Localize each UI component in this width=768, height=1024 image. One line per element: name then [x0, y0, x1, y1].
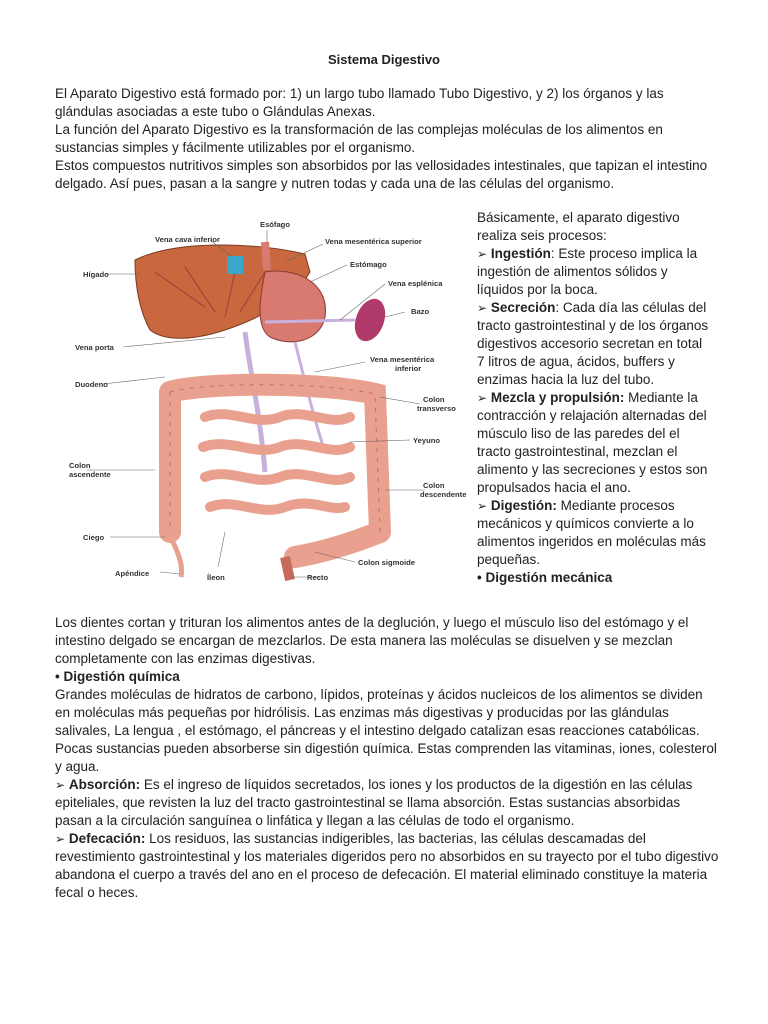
label-estomago: Estómago: [350, 260, 387, 269]
label-recto: Recto: [307, 573, 329, 582]
process-name: Ingestión: [490, 246, 551, 261]
label-vena-mes-sup: Vena mesentérica superior: [325, 237, 422, 246]
process-name: Secreción: [490, 300, 556, 315]
absorption-item: [55, 776, 720, 830]
process-text: : Cada día las células del tracto gastrointestinal y de los órganos digestivos accesorio secretan en total 7 litros de agua, ácidos, buffers y enzimas hacia la luz del tubo.: [477, 300, 709, 387]
process-item: [477, 245, 709, 299]
arrow-bullet-icon: ➢: [55, 832, 66, 846]
processes-column: [477, 209, 709, 587]
label-colon-desc-1: Colon: [423, 481, 445, 490]
label-colon-trans-1: Colon: [423, 395, 445, 404]
label-vena-esplenica: Vena esplénica: [388, 279, 443, 288]
intro-paragraph: El Aparato Digestivo está formado por: 1) un largo tubo llamado Tubo Digestivo, y 2) los órganos y las glándulas asociadas a este tubo o Glándulas Anexas.: [55, 86, 664, 119]
label-duodeno: Duodeno: [75, 380, 108, 389]
absorption-text: Es el ingreso de líquidos secretados, los iones y los productos de la digestión en las células epiteliales, que revisten la luz del tracto gastrointestinal se llama absorción. Estas sustancias absorbidas pasan a la circulación sanguínea o linfática y llegan a las células de todo el organismo.: [55, 777, 693, 828]
chemical-heading: • Digestión química: [55, 669, 180, 684]
label-colon-asc-1: Colon: [69, 461, 91, 470]
process-text: Mediante la contracción y relajación alternadas del músculo liso de las paredes del el tracto gastrointestinal, mezclan el alimento y las secreciones y estos son propulsados hacia el ano.: [477, 390, 708, 495]
chemical-text: Grandes moléculas de hidratos de carbono, lípidos, proteínas y ácidos nucleicos de los alimentos se dividen en moléculas más pequeñas por hidrólisis. Las enzimas más digestivas y producidas por las glándulas salivales, La lengua , el estómago, el páncreas y el intestino delgado catalizan esas reacciones catabólicas. Pocas sustancias pueden absorberse sin digestión química. Estas comprenden las vitaminas, iones, colesterol y agua.: [55, 687, 717, 774]
stomach-shape: [260, 271, 325, 342]
label-yeyuno: Yeyuno: [413, 436, 441, 445]
arrow-bullet-icon: ➢: [477, 247, 488, 261]
arrow-bullet-icon: ➢: [477, 301, 488, 315]
label-esofago: Esófago: [260, 220, 290, 229]
label-colon-sigmoide: Colon sigmoide: [358, 558, 415, 567]
label-ileon: Íleon: [207, 573, 225, 582]
label-colon-trans-2: transverso: [417, 404, 456, 413]
arrow-bullet-icon: ➢: [55, 778, 66, 792]
defecation-item: [55, 830, 720, 902]
page-title: Sistema Digestivo: [328, 52, 440, 67]
label-vena-cava: Vena cava inferior: [155, 235, 221, 244]
process-name: Digestión:: [490, 498, 557, 513]
arrow-bullet-icon: ➢: [477, 499, 488, 513]
label-apendice: Apéndice: [115, 569, 150, 578]
label-colon-desc-2: descendente: [420, 490, 467, 499]
vena-cava-shape: [227, 256, 243, 274]
defecation-text: Los residuos, las sustancias indigeribles, las bacterias, las células descamadas del revestimiento gastrointestinal y los materiales digeridos pero no absorbidos en su trayecto por el tubo digestivo abandona el cuerpo a través del ano en el proceso de defecación. El material eliminado constituye la materia fecal o heces.: [55, 831, 719, 900]
process-text: Mediante procesos mecánicos y químicos convierte a lo alimentos ingeridos en moléculas más pequeñas.: [477, 498, 706, 567]
mechanical-text: Los dientes cortan y trituran los alimentos antes de la deglución, y luego el músculo liso del estómago y el intestino delgado se encargan de mezclarlos. De esta manera las moléculas se disuelven y se mezclan completamente con las enzimas digestivas.: [55, 615, 689, 666]
lower-text-block: [55, 614, 720, 902]
label-vena-mes-inf-1: Vena mesentérica: [370, 355, 435, 364]
small-intestine-shape: [203, 414, 350, 510]
process-item: [477, 497, 709, 569]
colon-shape: [170, 385, 380, 557]
process-item: [477, 299, 709, 389]
process-item: [477, 389, 709, 497]
label-higado: Hígado: [83, 270, 109, 279]
label-ciego: Ciego: [83, 533, 105, 542]
esophagus-shape: [265, 242, 267, 270]
process-name: Mezcla y propulsión:: [490, 390, 625, 405]
defecation-name: Defecación:: [68, 831, 146, 846]
label-colon-asc-2: ascendente: [69, 470, 111, 479]
intro-block: [55, 85, 715, 193]
label-vena-porta: Vena porta: [75, 343, 114, 352]
intro-paragraph: Estos compuestos nutritivos simples son absorbidos por las vellosidades intestinales, que tapizan el intestino delgado. Así pues, pasan a la sangre y nutren todas y cada una de las células del organismo.: [55, 158, 708, 191]
digestive-system-illustration: [55, 212, 467, 588]
label-vena-mes-inf-2: inferior: [395, 364, 422, 373]
process-text: : Este proceso implica la ingestión de alimentos sólidos y líquidos por la boca.: [477, 246, 698, 297]
processes-lead: Básicamente, el aparato digestivo realiza seis procesos:: [477, 210, 680, 243]
spleen-shape: [349, 295, 390, 346]
arrow-bullet-icon: ➢: [477, 391, 488, 405]
absorption-name: Absorción:: [68, 777, 141, 792]
label-bazo: Bazo: [411, 307, 430, 316]
mechanical-heading: • Digestión mecánica: [477, 570, 613, 585]
intro-paragraph: La función del Aparato Digestivo es la transformación de las complejas moléculas de los alimentos en sustancias simples y fácilmente utilizables por el organismo.: [55, 122, 663, 155]
